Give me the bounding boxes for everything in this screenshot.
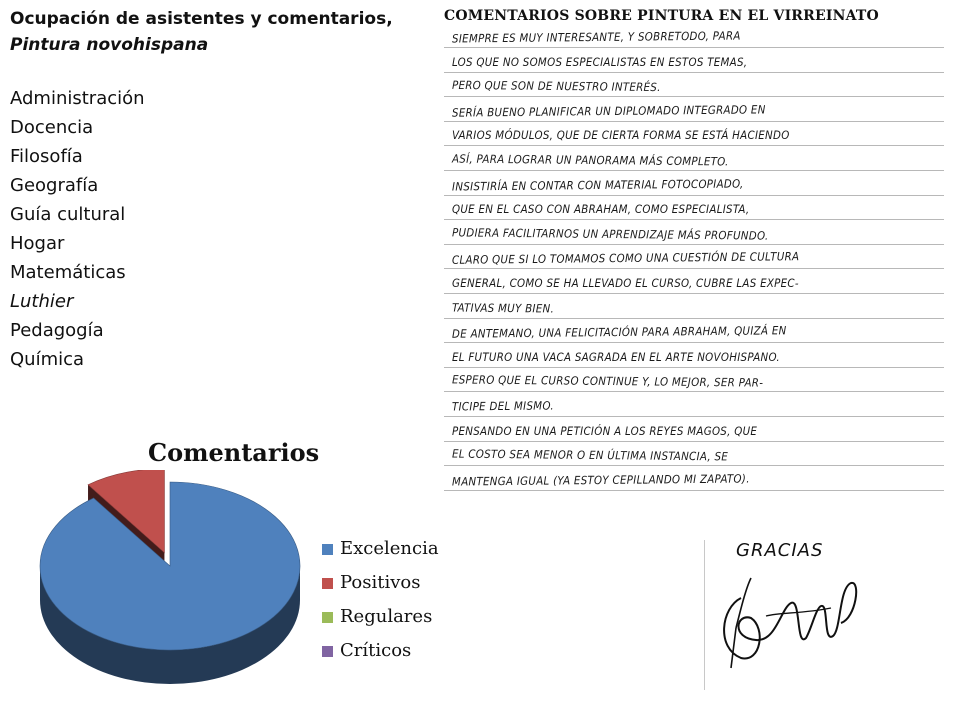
comment-line: INSISTIRÍA EN CONTAR CON MATERIAL FOTOCOPIADO, <box>451 176 744 194</box>
occupation-item: Docencia <box>10 117 94 138</box>
legend-label: Positivos <box>340 572 421 593</box>
occupation-item: Filosofía <box>10 146 83 167</box>
legend-item <box>322 634 439 668</box>
occupation-item: Matemáticas <box>10 262 126 283</box>
ruled-line <box>444 318 944 319</box>
comment-line: GENERAL, COMO SE HA LLEVADO EL CURSO, CUBRE LAS EXPEC- <box>452 276 799 290</box>
occupation-item: Luthier <box>10 291 74 312</box>
ruled-line <box>444 244 944 245</box>
legend-item <box>322 600 439 634</box>
signature-icon <box>711 568 871 678</box>
occupation-item: Química <box>10 349 85 370</box>
legend-label: Críticos <box>340 640 412 661</box>
ruled-line <box>444 170 944 171</box>
occupation-item: Guía cultural <box>10 204 126 225</box>
comments-sheet <box>436 0 960 720</box>
ruled-line <box>444 47 944 48</box>
legend-label: Regulares <box>340 606 433 627</box>
chart-title: Comentarios <box>148 438 320 467</box>
comment-line: MANTENGA IGUAL (YA ESTOY CEPILLANDO MI ZAPATO). <box>451 471 750 489</box>
comment-line: TATIVAS MUY BIEN. <box>451 300 555 316</box>
comment-line: SERÍA BUENO PLANIFICAR UN DIPLOMADO INTEGRADO EN <box>451 102 766 120</box>
comment-line: DE ANTEMANO, UNA FELICITACIÓN PARA ABRAHAM, QUIZÁ EN <box>451 323 787 341</box>
signature-divider <box>704 540 705 690</box>
ruled-line <box>444 293 944 294</box>
pie-slice-excelencia <box>40 482 300 650</box>
closing-text: GRACIAS <box>736 540 824 561</box>
comment-line: LOS QUE NO SOMOS ESPECIALISTAS EN ESTOS TEMAS, <box>452 54 748 69</box>
legend-item <box>322 566 439 600</box>
comment-line: PENSANDO EN UNA PETICIÓN A LOS REYES MAGOS, QUE <box>452 423 758 438</box>
ruled-line <box>444 121 944 122</box>
comment-line: VARIOS MÓDULOS, QUE DE CIERTA FORMA SE ESTÁ HACIENDO <box>452 128 790 143</box>
legend-item <box>322 532 439 566</box>
comment-line: EL COSTO SEA MENOR O EN ÚLTIMA INSTANCIA, SE <box>451 446 729 464</box>
comment-line: ASÍ, PARA LOGRAR UN PANORAMA MÁS COMPLETO. <box>451 151 729 169</box>
ruled-line <box>444 195 944 196</box>
comment-line: TICIPE DEL MISMO. <box>451 398 554 414</box>
comment-line: SIEMPRE ES MUY INTERESANTE, Y SOBRETODO, PARA <box>451 28 741 46</box>
ruled-line <box>444 145 944 146</box>
occupation-item: Administración <box>10 88 145 109</box>
legend-swatch <box>322 612 333 623</box>
occupation-item: Pedagogía <box>10 320 104 341</box>
chart-legend <box>322 532 439 668</box>
ruled-line <box>444 391 944 392</box>
ruled-line <box>444 367 944 368</box>
ruled-line <box>444 96 944 97</box>
ruled-line <box>444 490 944 491</box>
occupation-list <box>10 84 430 374</box>
ruled-line <box>444 465 944 466</box>
page-subtitle: Pintura novohispana <box>10 35 209 55</box>
comment-line: PERO QUE SON DE NUESTRO INTERÉS. <box>451 78 661 95</box>
comments-heading: COMENTARIOS SOBRE PINTURA EN EL VIRREINATO <box>444 8 879 24</box>
comment-line: QUE EN EL CASO CON ABRAHAM, COMO ESPECIALISTA, <box>452 202 750 217</box>
occupation-panel <box>10 6 430 374</box>
pie-chart <box>30 470 330 700</box>
comment-line: PUDIERA FACILITARNOS UN APRENDIZAJE MÁS PROFUNDO. <box>451 225 769 243</box>
ruled-line <box>444 72 944 73</box>
comment-line: EL FUTURO UNA VACA SAGRADA EN EL ARTE NOVOHISPANO. <box>452 349 780 364</box>
page-title: Ocupación de asistentes y comentarios, <box>10 9 393 29</box>
legend-swatch <box>322 646 333 657</box>
occupation-item: Hogar <box>10 233 65 254</box>
ruled-line <box>444 268 944 269</box>
legend-swatch <box>322 544 333 555</box>
comment-line: ESPERO QUE EL CURSO CONTINUE Y, LO MEJOR, SER PAR- <box>451 372 764 391</box>
comment-line: CLARO QUE SI LO TOMAMOS COMO UNA CUESTIÓN DE CULTURA <box>451 249 800 268</box>
occupation-item: Geografía <box>10 175 99 196</box>
legend-label: Excelencia <box>340 538 439 559</box>
ruled-line <box>444 441 944 442</box>
ruled-line <box>444 342 944 343</box>
ruled-line <box>444 416 944 417</box>
legend-swatch <box>322 578 333 589</box>
ruled-line <box>444 219 944 220</box>
